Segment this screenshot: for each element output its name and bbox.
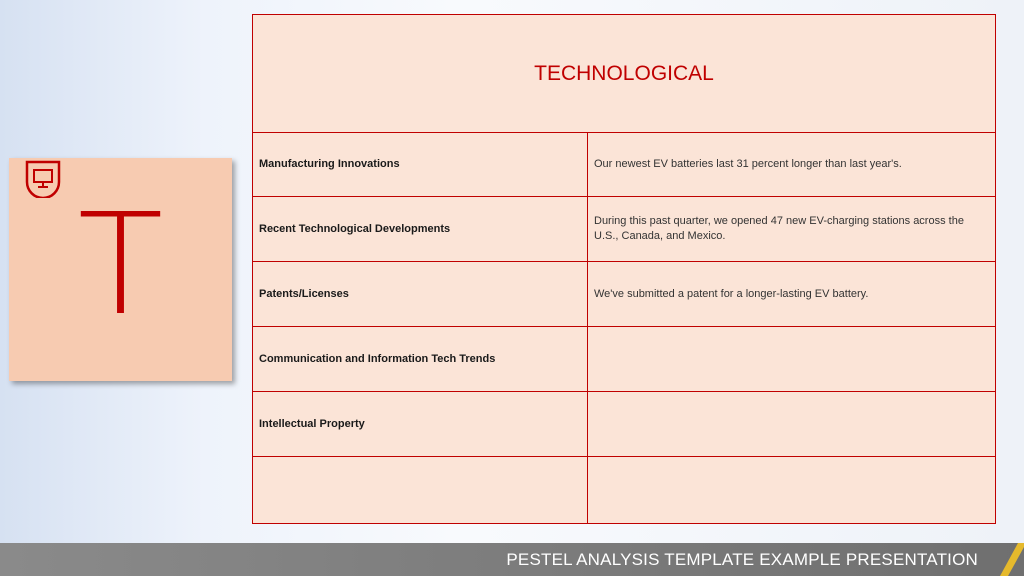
table-row bbox=[253, 197, 995, 262]
row-label: Communication and Information Tech Trends bbox=[253, 327, 588, 391]
table-row bbox=[253, 327, 995, 392]
row-value: Our newest EV batteries last 31 percent longer than last year's. bbox=[594, 157, 902, 170]
table-row bbox=[253, 262, 995, 327]
table-row bbox=[253, 392, 995, 457]
row-label: Recent Technological Developments bbox=[253, 197, 588, 261]
row-label: Manufacturing Innovations bbox=[253, 132, 588, 196]
row-value bbox=[588, 392, 995, 456]
row-value bbox=[588, 327, 995, 391]
footer-accent-stripe bbox=[980, 543, 1024, 576]
letter-card bbox=[9, 158, 232, 381]
row-label bbox=[253, 457, 588, 523]
table-rows bbox=[253, 132, 995, 523]
table-row bbox=[253, 457, 995, 523]
row-label: Patents/Licenses bbox=[253, 262, 588, 326]
monitor-icon bbox=[23, 160, 63, 198]
row-value bbox=[588, 457, 995, 523]
table-title: TECHNOLOGICAL bbox=[253, 15, 995, 133]
presentation-title: PESTEL ANALYSIS TEMPLATE EXAMPLE PRESENTATION bbox=[506, 549, 978, 569]
row-value: We've submitted a patent for a longer-lasting EV battery. bbox=[594, 287, 869, 300]
table-row bbox=[253, 132, 995, 197]
row-value: During this past quarter, we opened 47 new EV-charging stations across the U.S., Canada, and Mexico. bbox=[594, 215, 964, 242]
category-letter: T bbox=[77, 184, 164, 347]
row-label: Intellectual Property bbox=[253, 392, 588, 456]
technological-table bbox=[252, 14, 996, 524]
footer-bar bbox=[0, 543, 1024, 576]
